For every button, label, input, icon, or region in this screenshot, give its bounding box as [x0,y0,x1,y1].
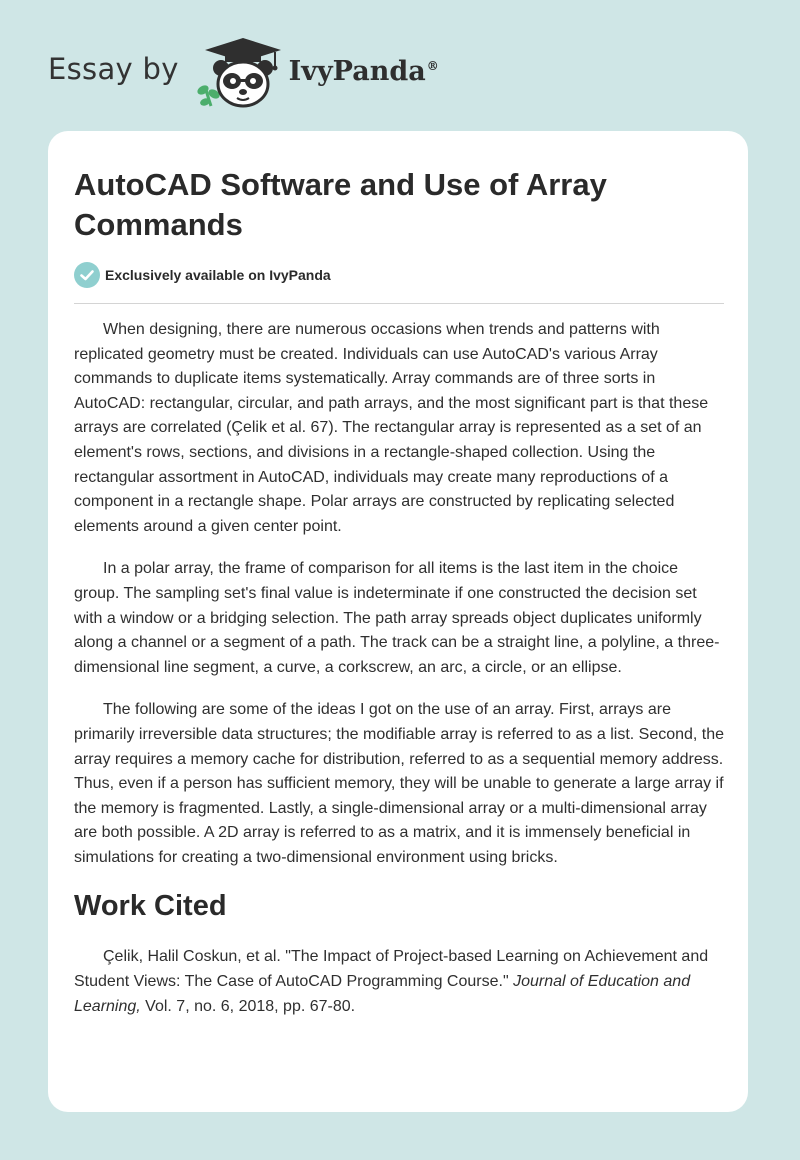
brand-name[interactable] [289,56,439,87]
essay-title: AutoCAD Software and Use of Array Commands [74,167,607,242]
brand-text: IvyPanda [288,55,426,87]
panda-graduate-icon[interactable] [193,34,285,110]
check-circle-icon [74,262,100,288]
exclusive-label: Exclusively available on IvyPanda [105,267,331,283]
works-cited-heading: Work Cited [74,890,227,923]
paragraph-2: In a polar array, the frame of comparison for all items is the last item in the choice group. The sampling set's final value is indeterminate if one constructed the decision set with a window or a bridging selection. The path array spreads object duplicates uniformly along a channel or a segment of a path. The track can be a straight line, a polyline, a three-dimensional line segment, a curve, a corkscrew, an arc, a circle, or an ellipse. [74,560,720,676]
citation-journal: Journal of Education and Learning, [74,973,691,1015]
title-divider [74,303,724,304]
registered-mark: ® [426,58,439,73]
citation-details: Vol. 7, no. 6, 2018, pp. 67-80. [140,997,356,1015]
essay-body [74,318,726,1019]
exclusive-badge [74,262,331,288]
paragraph-1: When designing, there are numerous occasions when trends and patterns with replicated geometry must be created. Individuals can use AutoCAD's various Array commands to duplicate items systematically. Array commands are of three sorts in AutoCAD: rectangular, circular, and path arrays, and the most significant part is that these arrays are correlated (Çelik et al. 67). The rectangular array is represented as a set of an element's rows, sections, and divisions in a rectangle-shaped collection. Using the rectangular assortment in AutoCAD, individuals may create many reproductions of a component in a rectangle shape. Polar arrays are constructed by replicating selected elements around a given center point. [74,321,709,535]
site-header [48,34,568,110]
essay-card [48,131,748,1112]
citation-authors-title: Çelik, Halil Coskun, et al. "The Impact of Project-based Learning on Achievement and Student Views: The Case of AutoCAD Programming Course." [74,948,709,991]
paragraph-3: The following are some of the ideas I got on the use of an array. First, arrays are primarily irreversible data structures; the modifiable array is referred to as a list. Second, the array requires a memory cache for distribution, referred to as a sequential memory address. Thus, even if a person has sufficient memory, they will be unable to generate a large array if the memory is fragmented. Lastly, a single-dimensional array or a multi-dimensional array are both possible. A 2D array is referred to as a matrix, and it is immensely beneficial in simulations for creating a two-dimensional environment using bricks. [74,701,725,866]
citation-entry [74,945,726,1019]
essay-by-label: Essay by [48,52,179,86]
